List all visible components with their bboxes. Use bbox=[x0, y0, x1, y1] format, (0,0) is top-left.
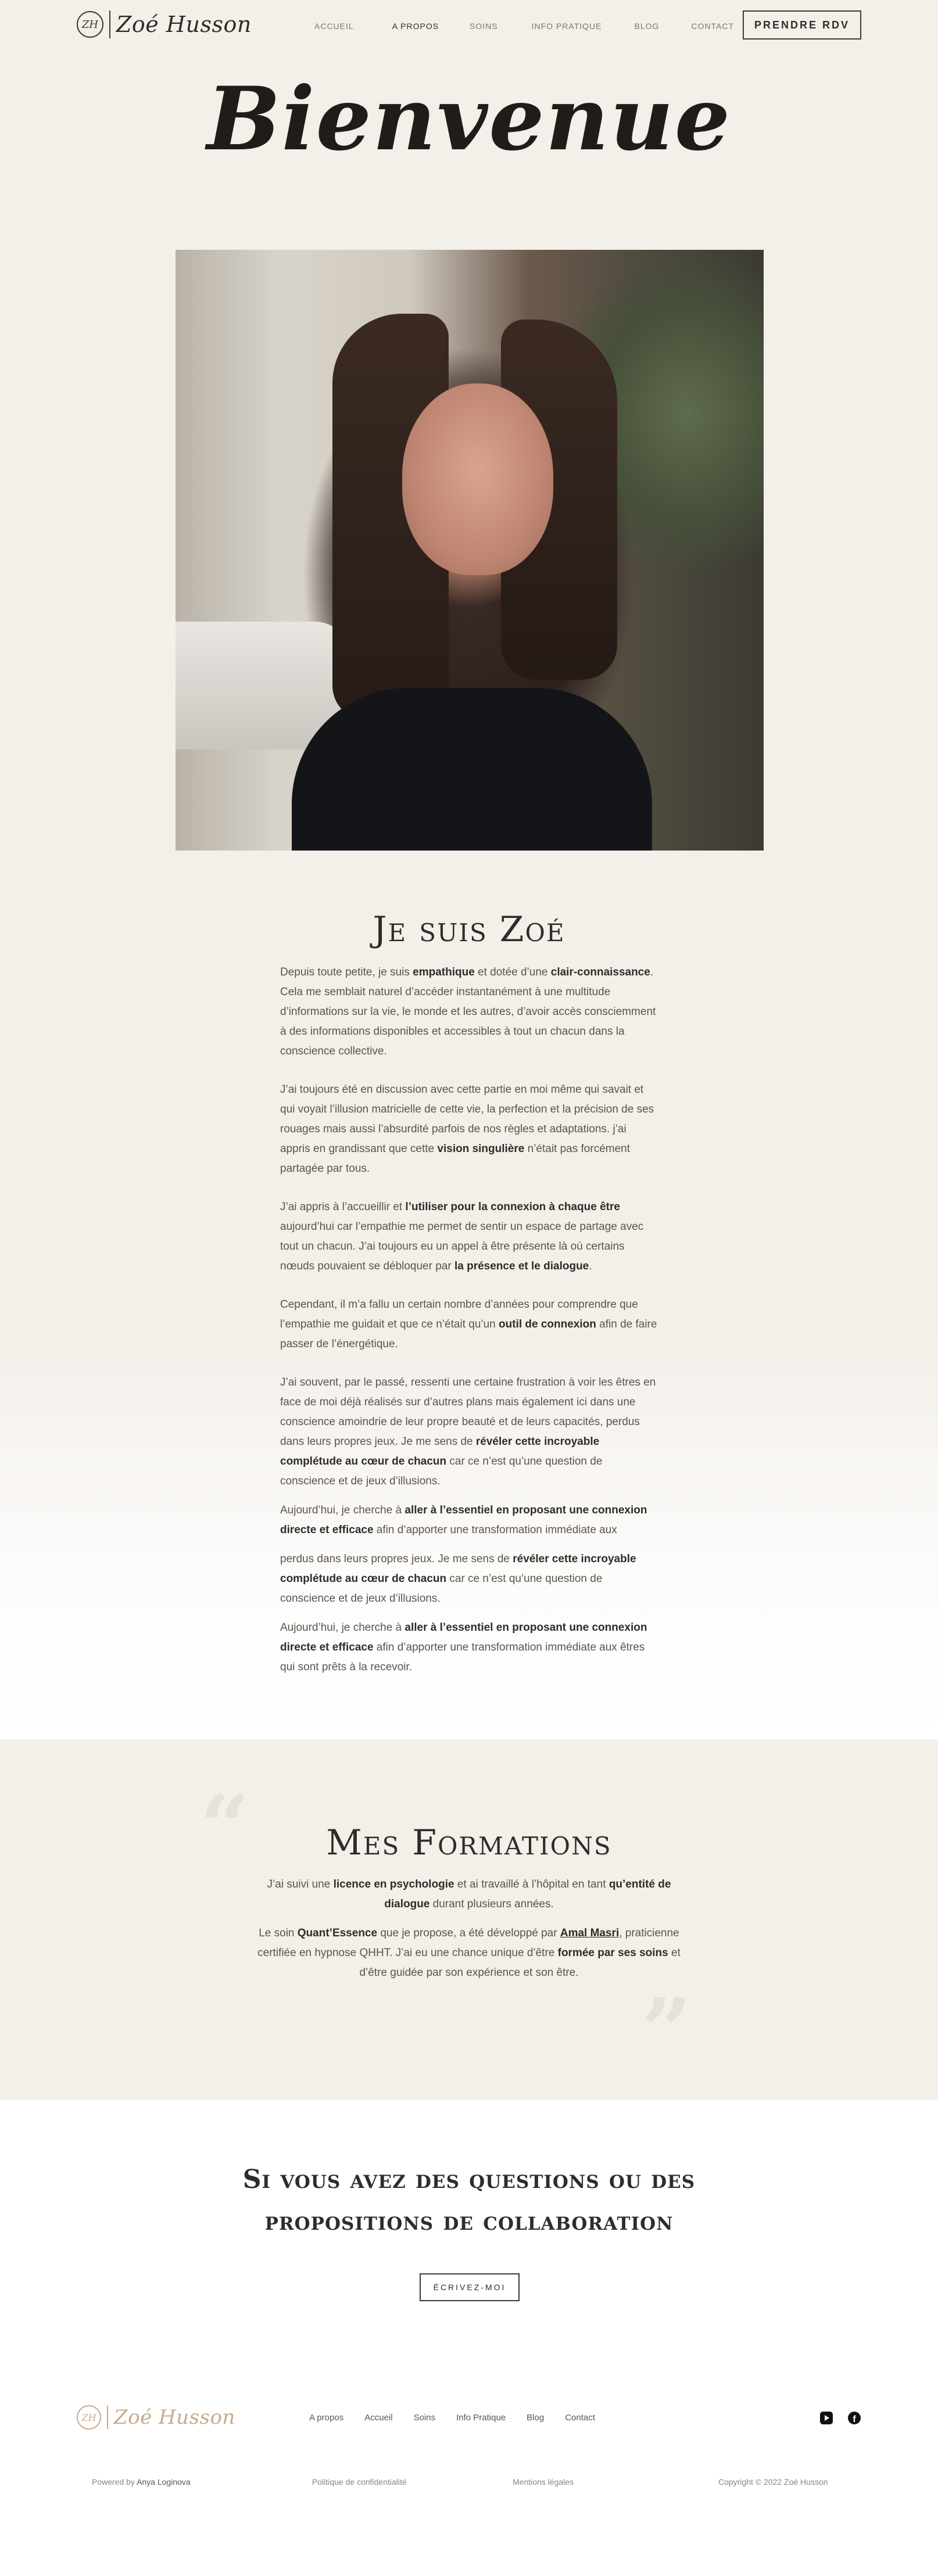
about-paragraph-2 bbox=[280, 1080, 658, 1179]
footer-nav-soins[interactable]: Soins bbox=[413, 2413, 436, 2423]
hero-title: Bienvenue bbox=[206, 68, 732, 170]
paragraph-text: . Cela me semblait naturel d’accéder instantanément à une multitude d’informations sur la vie, le monde et les autres, d’avoir accès consciemment à des informations disponibles et accessibles à tout un chacun dans la conscience collective. bbox=[280, 966, 656, 1057]
paragraph-text: Le soin bbox=[259, 1927, 298, 1939]
emphasis-text: révéler cette incroyable complétude au cœur de chacun bbox=[280, 1553, 636, 1585]
footer-nav-contact[interactable]: Contact bbox=[565, 2413, 595, 2423]
emphasis-text: empathique bbox=[413, 966, 475, 978]
paragraph-text: durant plusieurs années. bbox=[429, 1898, 554, 1910]
nav-blog[interactable]: BLOG bbox=[634, 21, 660, 31]
privacy-link[interactable]: Politique de confidentialité bbox=[312, 2477, 407, 2487]
paragraph-text: , praticienne certifiée en hypnose QHHT. J’ai eu une chance unique d’être bbox=[257, 1927, 679, 1959]
main-nav bbox=[314, 21, 734, 31]
copyright: Copyright © 2022 Zoé Husson bbox=[718, 2477, 828, 2487]
footer-logo-divider bbox=[107, 2406, 108, 2429]
emphasis-text: aller à l’essentiel en proposant une connexion directe et efficace bbox=[280, 1621, 647, 1653]
about-paragraph-7 bbox=[280, 1549, 658, 1609]
emphasis-text: licence en psychologie bbox=[333, 1878, 454, 1890]
emphasis-text: clair-connaissance bbox=[550, 966, 650, 978]
author-link[interactable]: Amal Masri bbox=[560, 1927, 620, 1939]
paragraph-text: car ce n’est qu’une question de conscience et de jeux d’illusions. bbox=[280, 1455, 603, 1487]
paragraph-text: n’était pas forcément partagée par tous. bbox=[280, 1143, 630, 1175]
about-paragraph-4 bbox=[280, 1295, 658, 1354]
about-text bbox=[280, 963, 658, 1687]
about-paragraph-1 bbox=[280, 963, 658, 1061]
footer-logo-text: Zoé Husson bbox=[114, 2406, 235, 2429]
book-appointment-button[interactable]: PRENDRE RDV bbox=[743, 10, 861, 40]
about-paragraph-8 bbox=[280, 1618, 658, 1677]
legal-link[interactable]: Mentions légales bbox=[513, 2477, 574, 2487]
portrait-photo bbox=[176, 250, 764, 851]
youtube-icon[interactable] bbox=[820, 2412, 833, 2424]
logo-divider bbox=[109, 10, 110, 38]
about-paragraph-3 bbox=[280, 1197, 658, 1276]
nav-info-pratique[interactable]: INFO PRATIQUE bbox=[531, 21, 602, 31]
footer-nav-blog[interactable]: Blog bbox=[527, 2413, 545, 2423]
emphasis-text: aller à l’essentiel en proposant une connexion directe et efficace bbox=[280, 1504, 647, 1536]
formations-paragraph-1 bbox=[250, 1875, 688, 1914]
close-quote-icon: ” bbox=[642, 1979, 692, 2082]
paragraph-text: aujourd’hui car l’empathie me permet de sentir un espace de partage avec tout un chacun. J’ai toujours eu un appel à être présente là où certains nœuds pouvaient se débloquer par bbox=[280, 1221, 644, 1272]
write-me-button[interactable]: ÉCRIVEZ-MOI bbox=[420, 2273, 520, 2301]
paragraph-text: afin de faire passer de l’énergétique. bbox=[280, 1318, 657, 1350]
footer-monogram-icon: ZH bbox=[77, 2405, 101, 2430]
paragraph-text: et ai travaillé à l’hôpital en tant bbox=[454, 1878, 609, 1890]
paragraph-text: J’ai souvent, par le passé, ressenti une certaine frustration à voir les êtres en face de moi déjà réalisés sur d’autres plans mais également ici dans une conscience amoindrie de leur propre beauté et de leurs capacités, perdus dans leurs propres jeux. Je me sens de bbox=[280, 1376, 656, 1448]
formations-paragraph-2 bbox=[250, 1924, 688, 1983]
paragraph-text: Cependant, il m’a fallu un certain nombre d’années pour comprendre que l’empathie me guidait et que ce n’était qu’un bbox=[280, 1298, 638, 1330]
about-paragraph-6 bbox=[280, 1501, 658, 1540]
paragraph-text: afin d’apporter une transformation immédiate aux êtres qui sont prêts à la recevoir. bbox=[280, 1641, 645, 1673]
nav-a-propos[interactable]: A PROPOS bbox=[392, 21, 439, 31]
emphasis-text: révéler cette incroyable complétude au cœur de chacun bbox=[280, 1436, 600, 1468]
emphasis-text: l’utiliser pour la connexion à chaque être bbox=[405, 1201, 620, 1213]
nav-contact[interactable]: CONTACT bbox=[691, 21, 735, 31]
footer-logo[interactable] bbox=[77, 2405, 235, 2430]
powered-by bbox=[92, 2477, 191, 2487]
footer-nav-accueil[interactable]: Accueil bbox=[364, 2413, 393, 2423]
site-logo[interactable] bbox=[77, 9, 252, 40]
logo-text: Zoé Husson bbox=[116, 12, 252, 37]
paragraph-text: perdus dans leurs propres jeux. Je me sens de bbox=[280, 1553, 513, 1565]
footer-nav-a-propos[interactable]: A propos bbox=[309, 2413, 344, 2423]
nav-soins[interactable]: SOINS bbox=[470, 21, 498, 31]
paragraph-text: Aujourd’hui, je cherche à bbox=[280, 1504, 405, 1516]
nav-accueil[interactable]: ACCUEIL bbox=[314, 21, 354, 31]
open-quote-icon: “ bbox=[200, 1776, 250, 1878]
powered-by-link[interactable]: Anya Loginova bbox=[137, 2477, 191, 2487]
paragraph-text: J’ai appris à l’accueillir et bbox=[280, 1201, 406, 1213]
paragraph-text: J’ai suivi une bbox=[267, 1878, 334, 1890]
photo-shirt bbox=[292, 688, 652, 851]
emphasis-text: Quant’Essence bbox=[297, 1927, 378, 1939]
paragraph-text: et d’être guidée par son expérience et son être. bbox=[359, 1947, 681, 1979]
paragraph-text: . bbox=[589, 1260, 592, 1272]
contact-title: Si vous avez des questions ou des propositions de collaboration bbox=[242, 2165, 696, 2236]
emphasis-text: qu’entité de dialogue bbox=[384, 1878, 671, 1910]
facebook-icon[interactable]: f bbox=[848, 2412, 861, 2424]
paragraph-text: J’ai toujours été en discussion avec cette partie en moi même qui savait et qui voyait l’illusion matricielle de cette vie, la perfection et la précision de ses rouages mais aussi l’absurdité parfois de nos règles et adaptations. j’ai appris en grandissant que cette bbox=[280, 1084, 654, 1155]
about-paragraph-5 bbox=[280, 1373, 658, 1491]
formations-text bbox=[250, 1875, 688, 1992]
footer-nav-info-pratique[interactable]: Info Pratique bbox=[456, 2413, 506, 2423]
emphasis-text: formée par ses soins bbox=[557, 1947, 668, 1959]
emphasis-text: outil de connexion bbox=[499, 1318, 596, 1330]
paragraph-text: car ce n’est qu’une question de conscience et de jeux d’illusions. bbox=[280, 1573, 603, 1605]
site-header bbox=[0, 0, 938, 52]
monogram-icon: ZH bbox=[77, 11, 103, 38]
paragraph-text: et dotée d’une bbox=[474, 966, 551, 978]
powered-by-prefix: Powered by bbox=[92, 2477, 135, 2487]
emphasis-text: la présence et le dialogue bbox=[454, 1260, 589, 1272]
footer-nav bbox=[309, 2413, 595, 2423]
paragraph-text: que je propose, a été développé par bbox=[377, 1927, 560, 1939]
paragraph-text: afin d’apporter une transformation immédiate aux bbox=[373, 1524, 617, 1536]
paragraph-text: Depuis toute petite, je suis bbox=[280, 966, 413, 978]
about-title: Je suis Zoé bbox=[373, 909, 565, 950]
formations-title: Mes Formations bbox=[326, 1822, 612, 1863]
paragraph-text: Aujourd’hui, je cherche à bbox=[280, 1621, 405, 1634]
photo-face bbox=[402, 383, 553, 575]
emphasis-text: vision singulière bbox=[437, 1143, 525, 1155]
